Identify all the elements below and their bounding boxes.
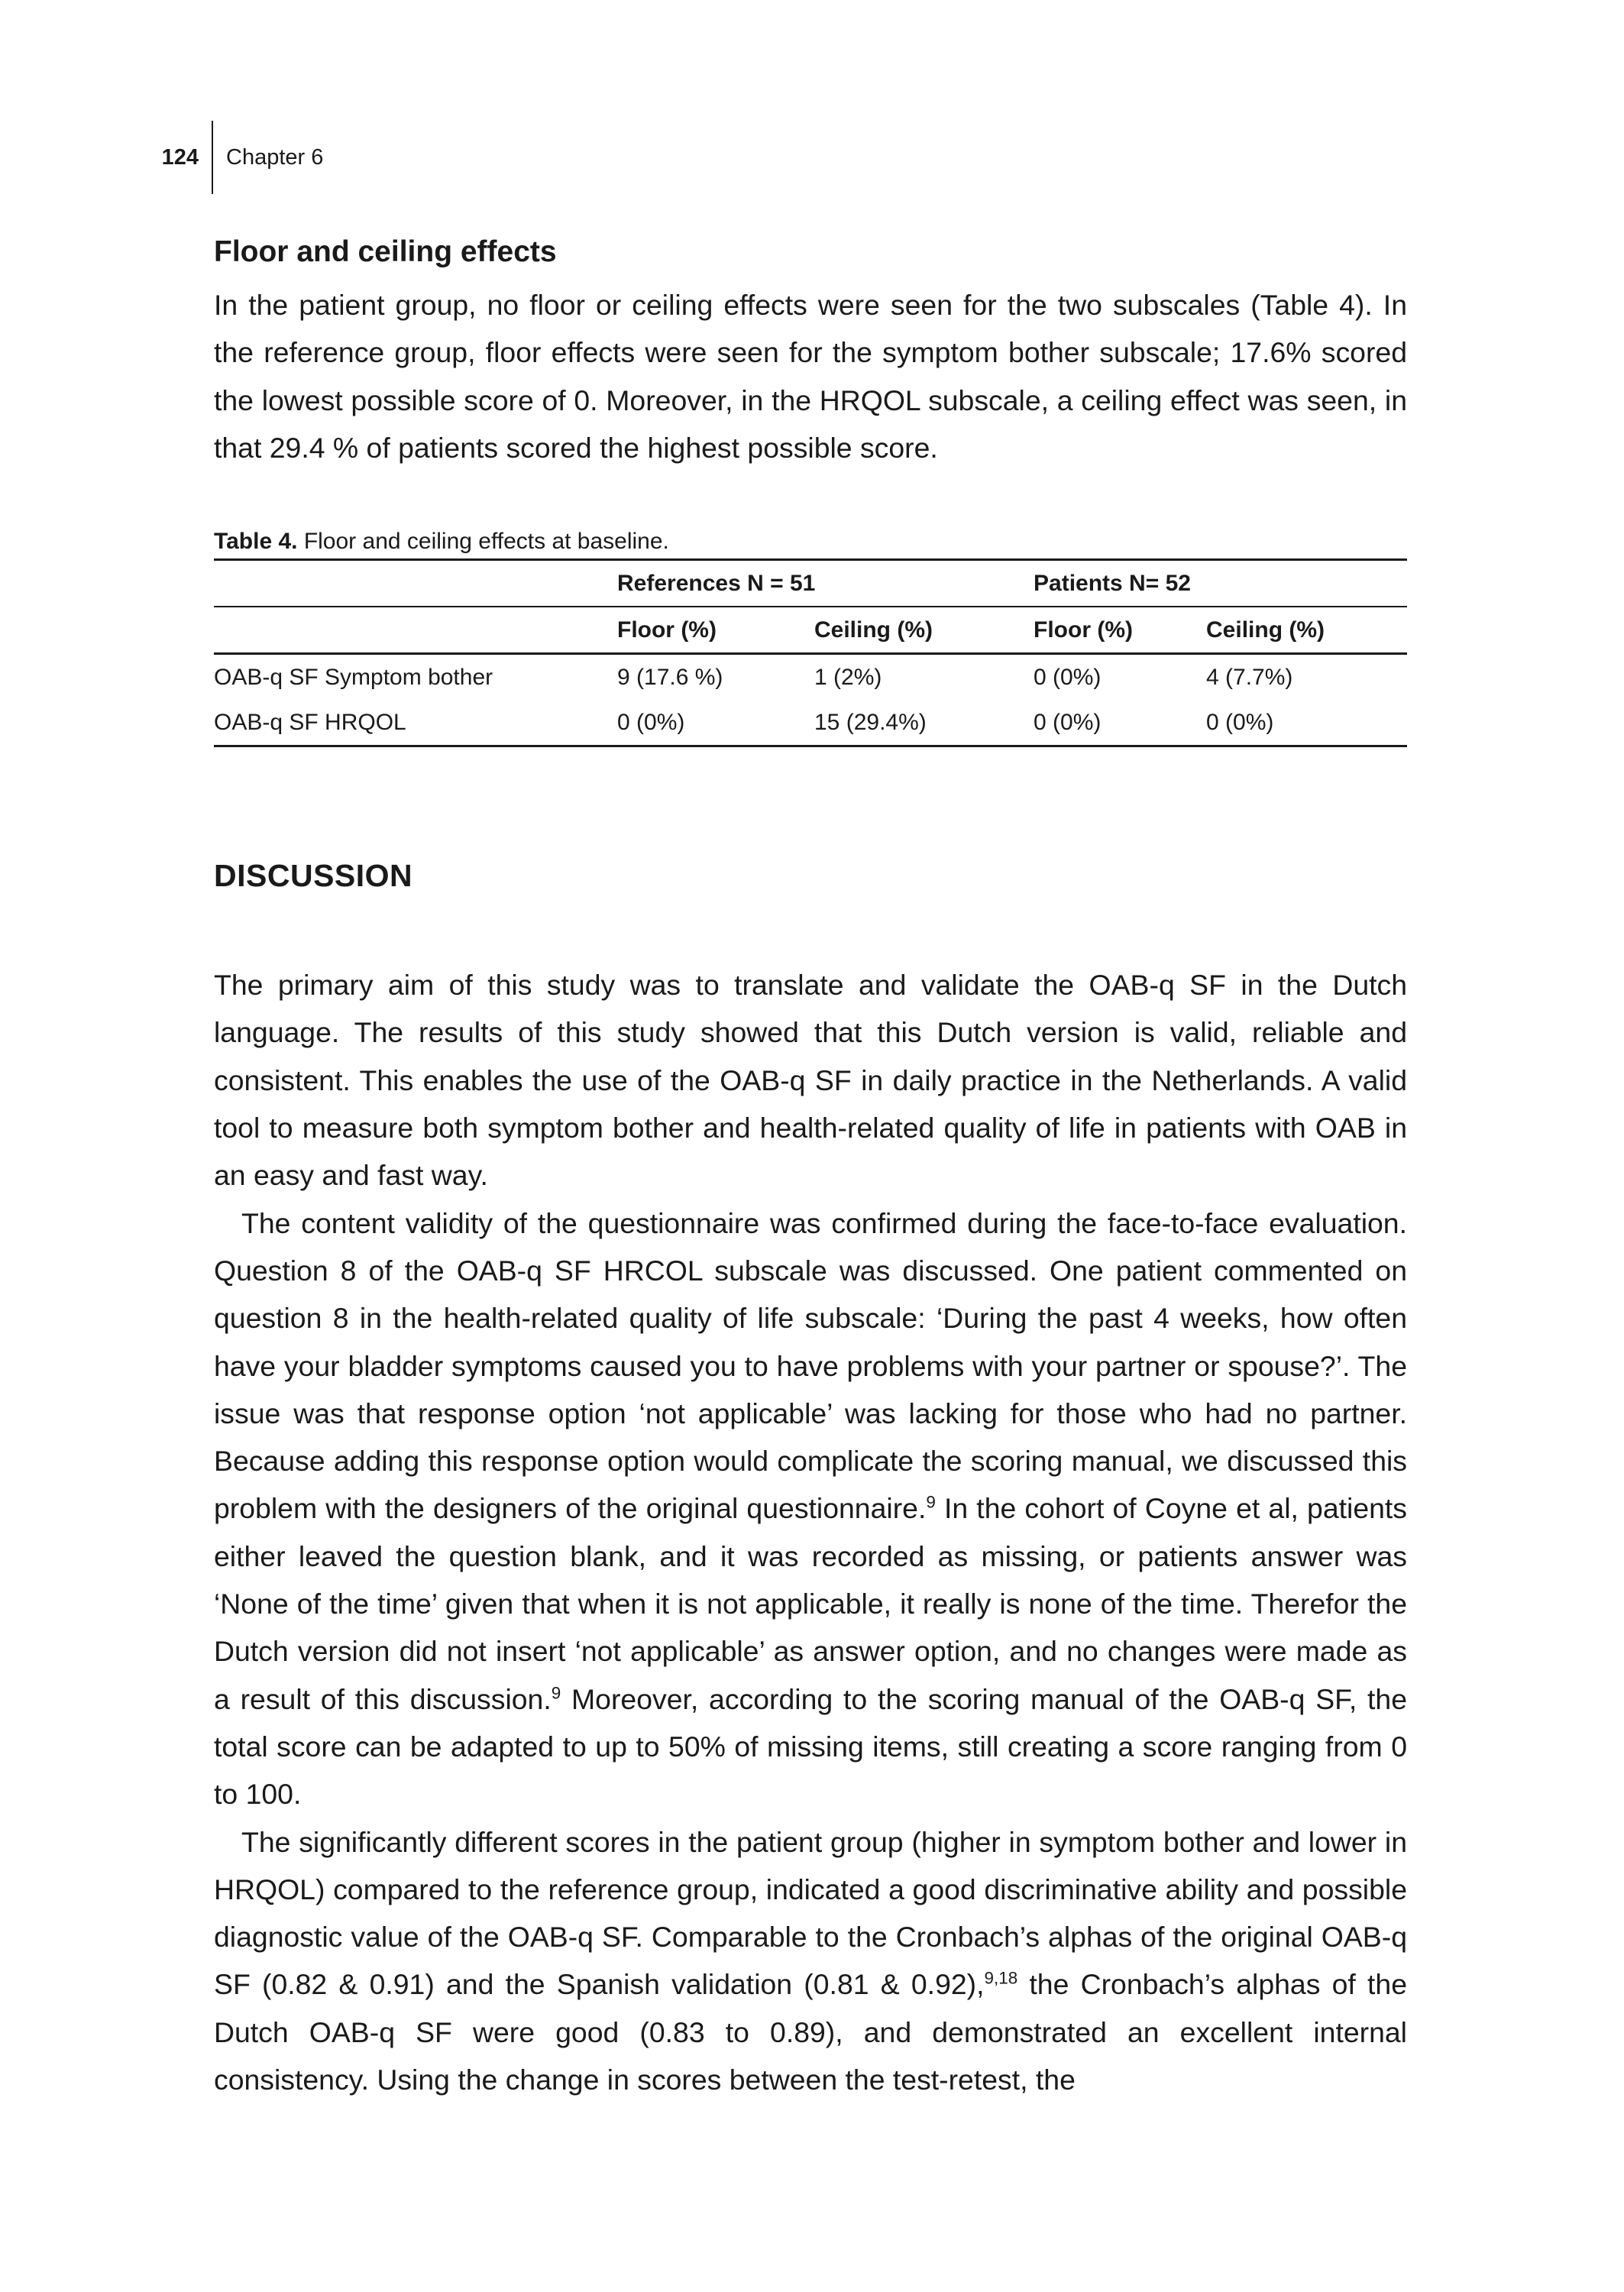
discussion-paragraph-3 bbox=[214, 1818, 1407, 2104]
table-group-header-row bbox=[214, 560, 1407, 607]
table-row bbox=[214, 700, 1407, 746]
floor-ceiling-heading: Floor and ceiling effects bbox=[214, 235, 557, 268]
table-corner-cell bbox=[214, 560, 617, 607]
paragraph-text: Moreover, according to the scoring manual of the OAB-q SF, the total score can be adapted to up to 50% of missing items, still creating a score ranging from 0 to 100. bbox=[214, 1682, 1407, 1811]
table-row bbox=[214, 654, 1407, 701]
table-cell: 0 (0%) bbox=[1034, 700, 1206, 746]
page-number: 124 bbox=[161, 145, 199, 170]
discussion-paragraph-1: The primary aim of this study was to translate and validate the OAB-q SF in the Dutch language. The results of this study showed that this Dutch version is valid, reliable and consistent. This enables the use of the OAB-q SF in daily practice in the Netherlands. A valid tool to measure both symptom bother and health-related quality of life in patients with OAB in an easy and fast way. bbox=[214, 969, 1407, 1192]
citation-ref: 9 bbox=[551, 1683, 561, 1703]
group-header-references: References N = 51 bbox=[617, 560, 1034, 607]
floor-ceiling-table bbox=[214, 558, 1407, 747]
page-header bbox=[0, 121, 1624, 194]
citation-ref: 9,18 bbox=[984, 1968, 1018, 1988]
table-cell: 9 (17.6 %) bbox=[617, 664, 723, 690]
chapter-label: Chapter 6 bbox=[226, 145, 324, 170]
column-header: Floor (%) bbox=[1034, 607, 1206, 654]
paragraph-text: The significantly different scores in the patient group (higher in symptom bother and lower in HRQOL) compared to the reference group, indicated a good discriminative ability and possible diagnostic value of the OAB-q SF. Comparable to the Cronbach’s alphas of the original OAB-q SF (0.82 & 0.91) and the Spanish validation (0.81 & 0.92), bbox=[214, 1825, 1407, 2001]
group-header-patients: Patients N= 52 bbox=[1034, 560, 1407, 607]
table-cell: 15 (29.4%) bbox=[814, 700, 1034, 746]
table-column-header-row bbox=[214, 607, 1407, 654]
table-caption-label: Table 4. bbox=[214, 529, 298, 555]
page-body bbox=[214, 229, 1407, 2103]
floor-ceiling-paragraph: In the patient group, no floor or ceiling effects were seen for the two subscales (Table 4). In the reference group, floor effects were seen for the symptom bother subscale; 17.6% scored the lowest possible score of 0. Moreover, in the HRQOL subscale, a ceiling effect was seen, in that 29.4 % of patients scored the highest possible score. bbox=[214, 289, 1407, 464]
table-corner-cell bbox=[214, 607, 617, 654]
paragraph-text: The content validity of the questionnaire was confirmed during the face-to-face evaluation. Question 8 of the OAB-q SF HRCOL subscale was discussed. One patient commented on question 8 in the health-related quality of life subscale: ‘During the past 4 weeks, how often have your bladder symptoms caused you to have problems with your partner or spouse?’. The issue was that response option ‘not applicable’ was lacking for those who had no partner. Because adding this response option would complicate the scoring manual, we discussed this problem with the designers of the original questionnaire. bbox=[214, 1206, 1407, 1525]
column-header: Floor (%) bbox=[617, 607, 814, 654]
table-cell: 0 (0%) bbox=[1034, 664, 1102, 690]
discussion-paragraph-2 bbox=[214, 1199, 1407, 1818]
paragraph-text: the Cronbach’s alphas of the Dutch OAB-q SF were good (0.83 to 0.89), and demonstrated an excellent internal consistency. Using the change in scores between the test-retest, the bbox=[214, 1968, 1407, 2096]
table-caption bbox=[214, 525, 1407, 558]
column-header: Ceiling (%) bbox=[1206, 607, 1407, 654]
citation-ref: 9 bbox=[926, 1492, 936, 1512]
table-cell: 0 (0%) bbox=[617, 700, 814, 746]
header-divider bbox=[212, 121, 213, 194]
row-label: OAB-q SF Symptom bother bbox=[214, 664, 493, 690]
paragraph-text: In the cohort of Coyne et al, patients either leaved the question blank, and it was recorded as missing, or patients answer was ‘None of the time’ given that when it is not applicable, it really is none of the time. Therefor the Dutch version did not insert ‘not applicable’ as answer option, and no changes were made as a result of this discussion. bbox=[214, 1492, 1407, 1715]
column-header: Ceiling (%) bbox=[814, 607, 1034, 654]
table-caption-text: Floor and ceiling effects at baseline. bbox=[297, 529, 669, 555]
table-cell: 4 (7.7%) bbox=[1206, 664, 1293, 690]
row-label: OAB-q SF HRQOL bbox=[214, 700, 617, 746]
table-cell: 0 (0%) bbox=[1206, 700, 1407, 746]
table-cell: 1 (2%) bbox=[814, 664, 882, 690]
discussion-heading: DISCUSSION bbox=[214, 858, 413, 894]
